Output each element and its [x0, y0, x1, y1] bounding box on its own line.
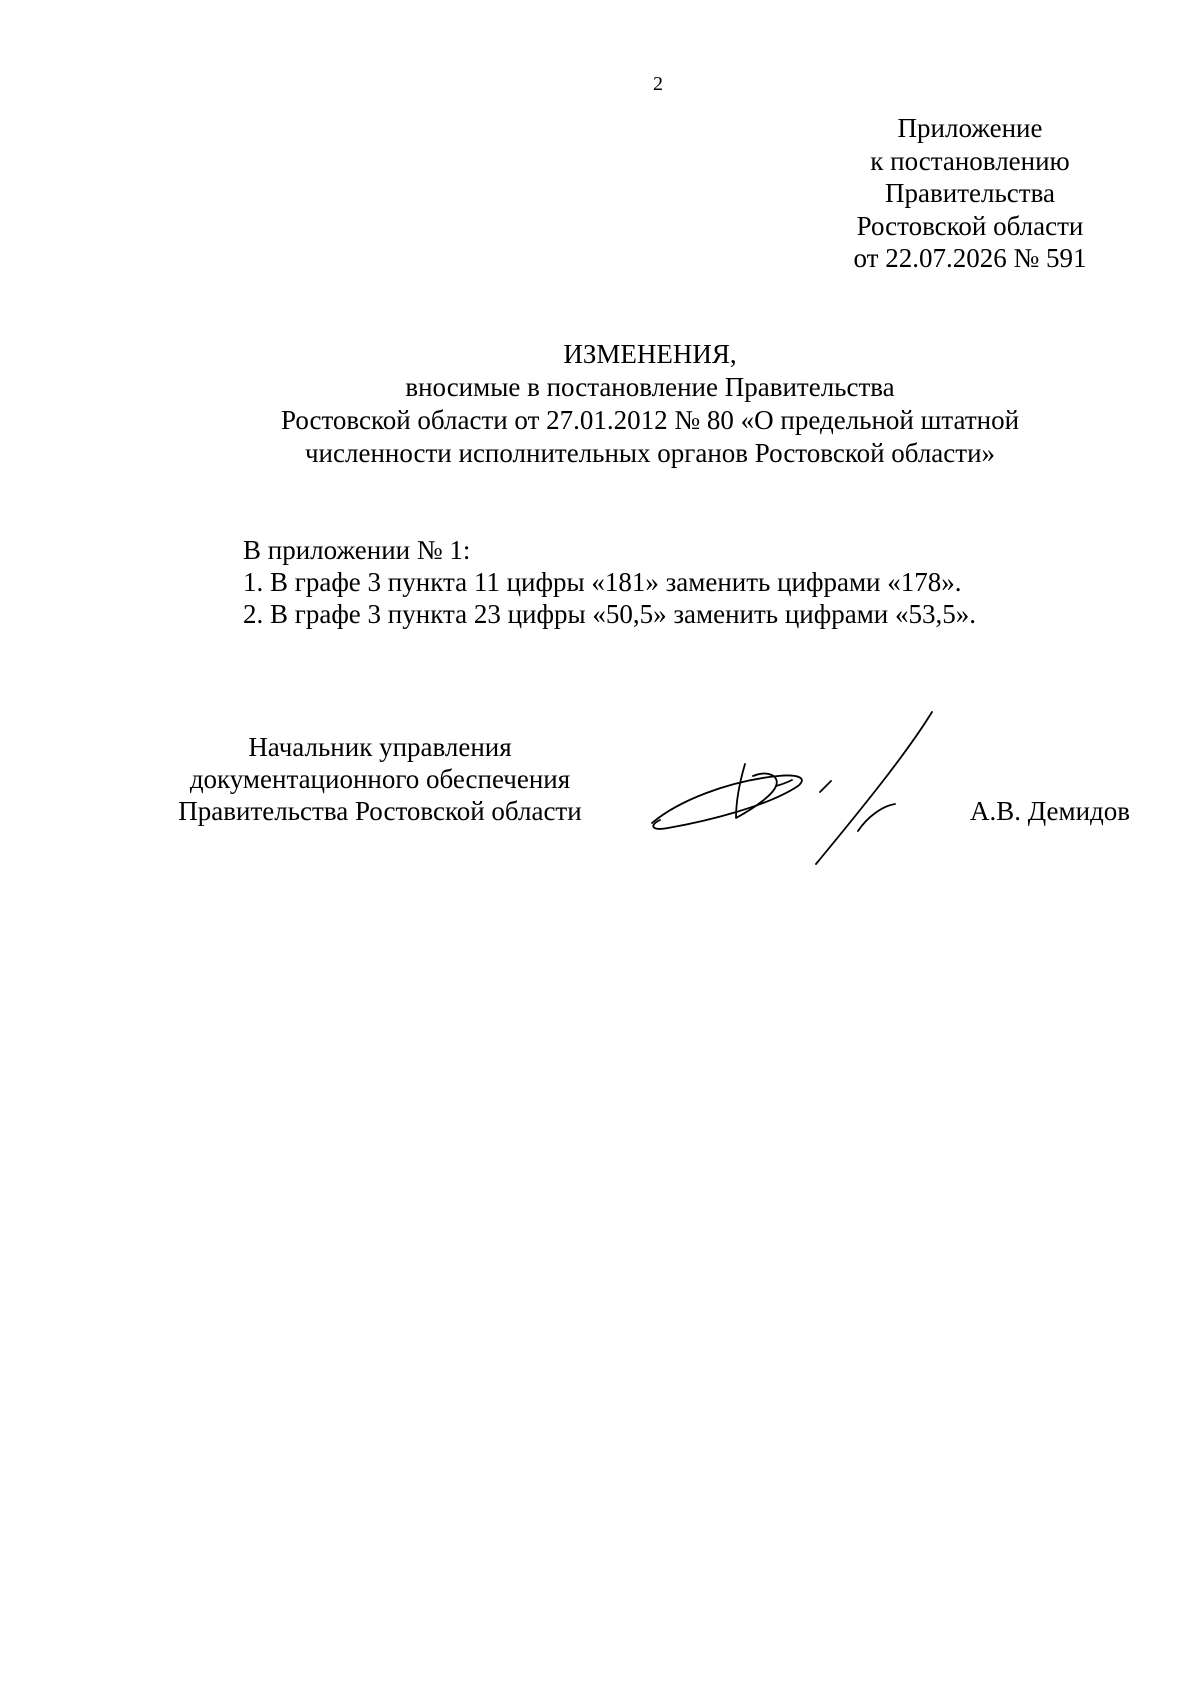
position-line: Начальник управления: [248, 732, 512, 762]
handwritten-signature-icon: [648, 706, 938, 868]
document-body: [243, 534, 1123, 630]
signatory-name: А.В. Демидов: [970, 796, 1131, 826]
appendix-line: Ростовской области: [856, 210, 1084, 241]
title-line: Ростовской области от 27.01.2012 № 80 «О предельной штатной: [280, 405, 1020, 435]
appendix-line: Правительства: [885, 178, 1055, 208]
body-item: 1. В графе 3 пункта 11 цифры «181» заменить цифрами «178».: [243, 567, 962, 597]
appendix-line: Приложение: [897, 113, 1043, 143]
page-number: 2: [653, 73, 663, 95]
body-intro: В приложении № 1:: [243, 535, 471, 565]
title-heading: ИЗМЕНЕНИЯ,: [563, 339, 737, 369]
signatory-position: [160, 731, 600, 827]
title-line: вносимые в постановление Правительства: [405, 372, 895, 402]
body-item: 2. В графе 3 пункта 23 цифры «50,5» заменить цифрами «53,5».: [243, 599, 976, 629]
position-line: Правительства Ростовской области: [178, 796, 582, 826]
title-line: численности исполнительных органов Ростовской области»: [304, 438, 996, 468]
appendix-header: [820, 112, 1120, 275]
appendix-line: от 22.07.2026 № 591: [853, 243, 1087, 273]
appendix-line: к постановлению: [870, 145, 1070, 176]
position-line: документационного обеспечения: [189, 764, 571, 794]
document-title: [150, 338, 1150, 470]
